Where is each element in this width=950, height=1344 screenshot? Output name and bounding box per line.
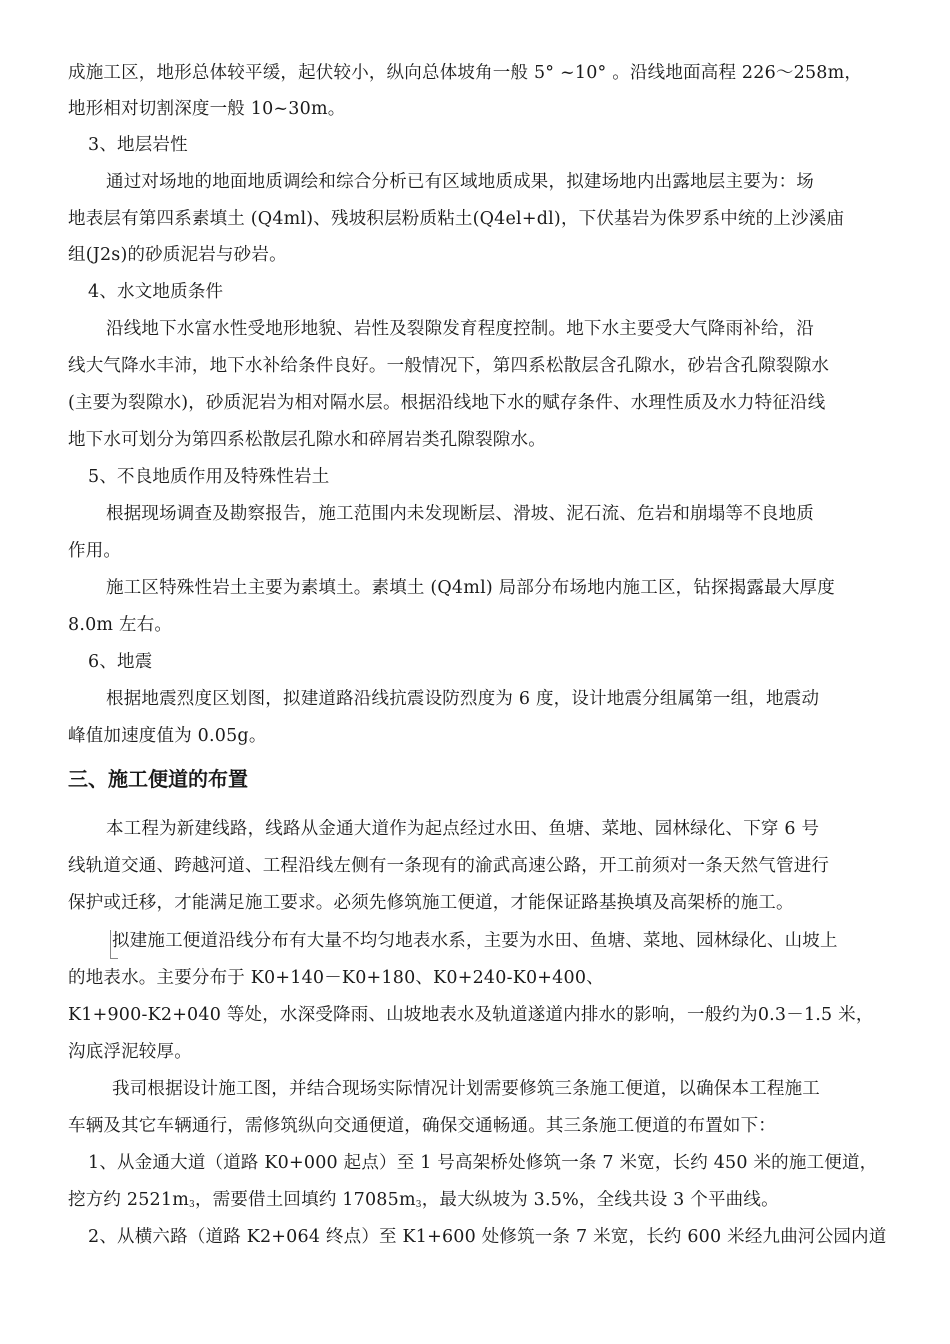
body-text-line: (主要为裂隙水)，砂质泥岩为相对隔水层。根据沿线地下水的赋存条件、水理性质及水力特征沿线 bbox=[68, 393, 826, 413]
body-text-line bbox=[68, 1189, 779, 1216]
body-text-line: 峰值加速度值为 0.05g。 bbox=[68, 726, 267, 746]
chapter-heading: 三、施工便道的布置 bbox=[68, 767, 248, 791]
body-text-line: 沿线地下水富水性受地形地貌、岩性及裂隙发育程度控制。地下水主要受大气降雨补给，沿 bbox=[106, 319, 814, 339]
section-heading: 4、水文地质条件 bbox=[88, 282, 224, 302]
body-text-line: 线轨道交通、跨越河道、工程沿线左侧有一条现有的渝武高速公路，开工前须对一条天然气管进行 bbox=[68, 856, 830, 876]
body-text-line: 地形相对切割深度一般 10~30m。 bbox=[68, 99, 346, 119]
section-heading: 5、不良地质作用及特殊性岩土 bbox=[88, 467, 330, 487]
section-heading: 6、地震 bbox=[88, 652, 153, 672]
body-text-line: 地下水可划分为第四系松散层孔隙水和碎屑岩类孔隙裂隙水。 bbox=[68, 430, 546, 450]
body-text-line: 车辆及其它车辆通行，需修筑纵向交通便道，确保交通畅通。其三条施工便道的布置如下： bbox=[68, 1116, 776, 1136]
body-text-line: 施工区特殊性岩土主要为素填土。素填土 (Q4ml) 局部分布场地内施工区，钻探揭露最大厚度 bbox=[106, 578, 835, 598]
body-text-line: 根据地震烈度区划图，拟建道路沿线抗震设防烈度为 6 度，设计地震分组属第一组，地震动 bbox=[106, 689, 820, 709]
body-text-line: 2、从横六路（道路 K2+064 终点）至 K1+600 处修筑一条 7 米宽，长约 600 米经九曲河公园内道 bbox=[88, 1227, 887, 1247]
superscript-unit: 3 bbox=[189, 1200, 195, 1210]
body-text-line: 线大气降水丰沛，地下水补给条件良好。一般情况下，第四系松散层含孔隙水，砂岩含孔隙裂隙水 bbox=[68, 356, 830, 376]
body-text-line: 成施工区，地形总体较平缓，起伏较小，纵向总体坡角一般 5° ~10° 。沿线地面高程 226～258m， bbox=[68, 63, 863, 83]
body-text-line: 作用。 bbox=[68, 541, 122, 561]
text-run: 挖方约 2521m bbox=[68, 1190, 189, 1210]
body-text-line: 根据现场调查及勘察报告，施工范围内未发现断层、滑坡、泥石流、危岩和崩塌等不良地质 bbox=[106, 504, 814, 524]
body-text-line: 地表层有第四系素填土 (Q4ml)、残坡积层粉质粘土(Q4el+dl)，下伏基岩为侏罗系中统的上沙溪庙 bbox=[68, 209, 845, 229]
body-text-line: 本工程为新建线路，线路从金通大道作为起点经过水田、鱼塘、菜地、园林绿化、下穿 6 号 bbox=[106, 819, 820, 839]
body-text-line: 沟底浮泥较厚。 bbox=[68, 1042, 192, 1062]
text-run: ，最大纵坡为 3.5%，全线共设 3 个平曲线。 bbox=[421, 1190, 779, 1210]
body-text-line: 保护或迁移，才能满足施工要求。必须先修筑施工便道，才能保证路基换填及高架桥的施工。 bbox=[68, 893, 794, 913]
body-text-line: 的地表水。主要分布于 K0+140－K0+180、K0+240-K0+400、 bbox=[68, 968, 604, 988]
section-heading: 3、地层岩性 bbox=[88, 135, 188, 155]
superscript-unit: 3 bbox=[415, 1200, 422, 1210]
body-text-line: 我司根据设计施工图，并结合现场实际情况计划需要修筑三条施工便道，以确保本工程施工 bbox=[112, 1079, 820, 1099]
body-text-line: 通过对场地的地面地质调绘和综合分析已有区域地质成果，拟建场地内出露地层主要为：场 bbox=[106, 172, 814, 192]
body-text-line: 组(J2s)的砂质泥岩与砂岩。 bbox=[68, 245, 287, 265]
body-text-line: 1、从金通大道（道路 K0+000 起点）至 1 号高架桥处修筑一条 7 米宽，长约 450 米的施工便道， bbox=[88, 1153, 878, 1173]
body-text-line: 8.0m 左右。 bbox=[68, 615, 173, 635]
text-run: ，需要借土回填约 17085m bbox=[194, 1190, 416, 1210]
body-text-line: 拟建施工便道沿线分布有大量不均匀地表水系，主要为水田、鱼塘、菜地、园林绿化、山坡上 bbox=[112, 931, 838, 951]
body-text-line: K1+900-K2+040 等处，水深受降雨、山坡地表水及轨道遂道内排水的影响，一般约为0.3－1.5 米， bbox=[68, 1005, 874, 1025]
